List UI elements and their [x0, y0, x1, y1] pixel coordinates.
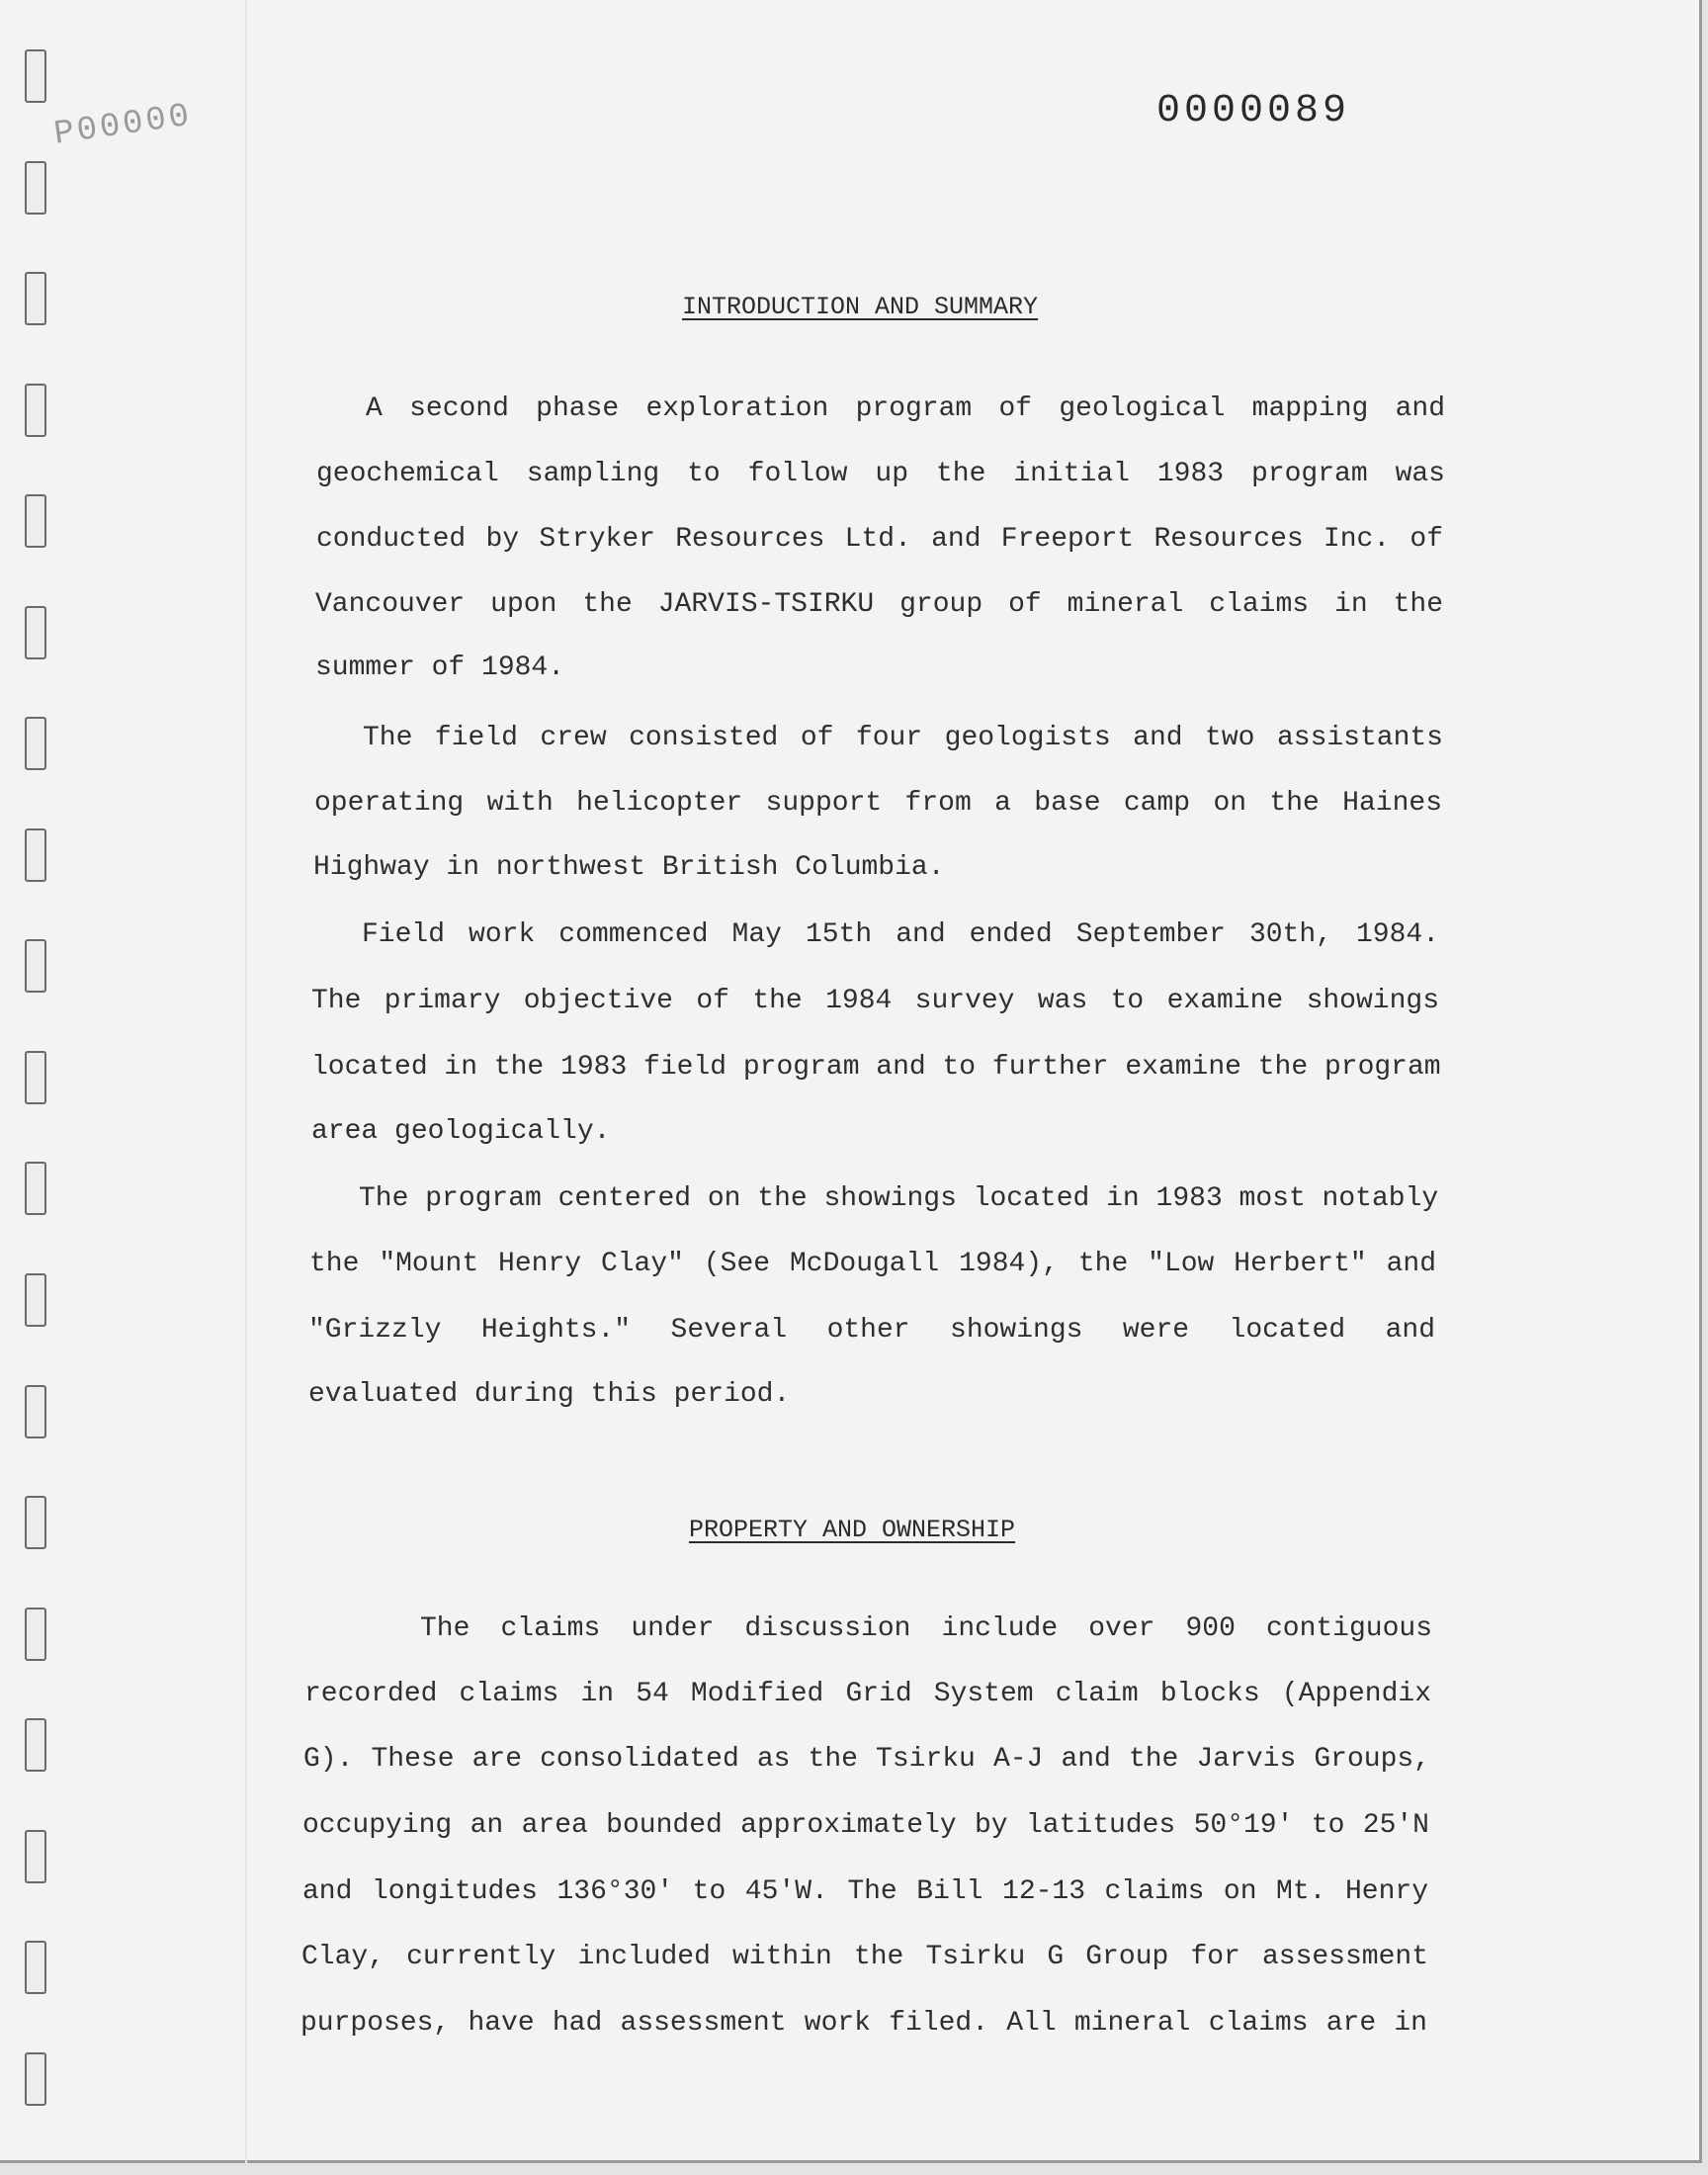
- punch-hole-icon: [25, 1385, 46, 1438]
- punch-hole-icon: [25, 494, 46, 548]
- body-line: occupying an area bounded approximately by latitudes 50°19' to 25'N: [302, 1810, 1429, 1841]
- page-crease: [245, 0, 247, 2163]
- body-line: the "Mount Henry Clay" (See McDougall 1984), the "Low Herbert" and: [309, 1249, 1436, 1279]
- punch-hole-icon: [25, 161, 46, 215]
- punch-hole-icon: [25, 939, 46, 993]
- body-line: evaluated during this period.: [308, 1379, 791, 1410]
- punch-hole-icon: [25, 1941, 46, 1994]
- punch-hole-icon: [25, 1718, 46, 1772]
- body-line: The primary objective of the 1984 survey was to examine showings: [311, 986, 1439, 1016]
- body-line: recorded claims in 54 Modified Grid System claim blocks (Appendix: [304, 1679, 1431, 1709]
- body-line: Clay, currently included within the Tsirku G Group for assessment: [301, 1942, 1428, 1972]
- punch-hole-icon: [25, 1051, 46, 1104]
- body-line: The claims under discussion include over 900 contiguous: [420, 1613, 1432, 1644]
- page-number: 0000089: [1156, 89, 1351, 133]
- body-line: area geologically.: [311, 1116, 611, 1147]
- punch-hole-icon: [25, 272, 46, 325]
- punch-hole-icon: [25, 49, 46, 103]
- punch-hole-icon: [25, 1830, 46, 1883]
- body-line: Highway in northwest British Columbia.: [313, 852, 945, 883]
- punch-hole-icon: [25, 606, 46, 659]
- punch-hole-icon: [25, 2052, 46, 2106]
- body-line: "Grizzly Heights." Several other showings were located and: [308, 1315, 1435, 1346]
- body-line: The program centered on the showings located in 1983 most notably: [359, 1183, 1439, 1214]
- section-title-property: PROPERTY AND OWNERSHIP: [689, 1516, 1016, 1544]
- body-line: and longitudes 136°30' to 45'W. The Bill 12-13 claims on Mt. Henry: [302, 1876, 1428, 1907]
- body-line: located in the 1983 field program and to further examine the program: [311, 1052, 1441, 1083]
- body-line: A second phase exploration program of geological mapping and: [366, 393, 1445, 424]
- binder-punch-strip: [25, 49, 54, 2106]
- body-line: Vancouver upon the JARVIS-TSIRKU group of mineral claims in the: [315, 589, 1443, 620]
- punch-hole-icon: [25, 1162, 46, 1215]
- body-line: conducted by Stryker Resources Ltd. and Freeport Resources Inc. of: [316, 524, 1443, 555]
- punch-hole-icon: [25, 1608, 46, 1661]
- body-line: Field work commenced May 15th and ended September 30th, 1984.: [362, 919, 1439, 950]
- body-line: The field crew consisted of four geologists and two assistants: [363, 723, 1443, 753]
- punch-hole-icon: [25, 828, 46, 882]
- body-line: summer of 1984.: [315, 652, 565, 683]
- punch-hole-icon: [25, 1496, 46, 1549]
- body-line: G). These are consolidated as the Tsirku A-J and the Jarvis Groups,: [303, 1744, 1430, 1775]
- body-line: purposes, have had assessment work filed. All mineral claims are in: [300, 2008, 1427, 2039]
- punch-hole-icon: [25, 717, 46, 770]
- section-title-introduction: INTRODUCTION AND SUMMARY: [682, 293, 1039, 321]
- body-line: geochemical sampling to follow up the initial 1983 program was: [316, 459, 1445, 489]
- body-line: operating with helicopter support from a base camp on the Haines: [314, 788, 1442, 819]
- faded-stamp: P00000: [51, 97, 195, 154]
- punch-hole-icon: [25, 384, 46, 437]
- punch-hole-icon: [25, 1273, 46, 1327]
